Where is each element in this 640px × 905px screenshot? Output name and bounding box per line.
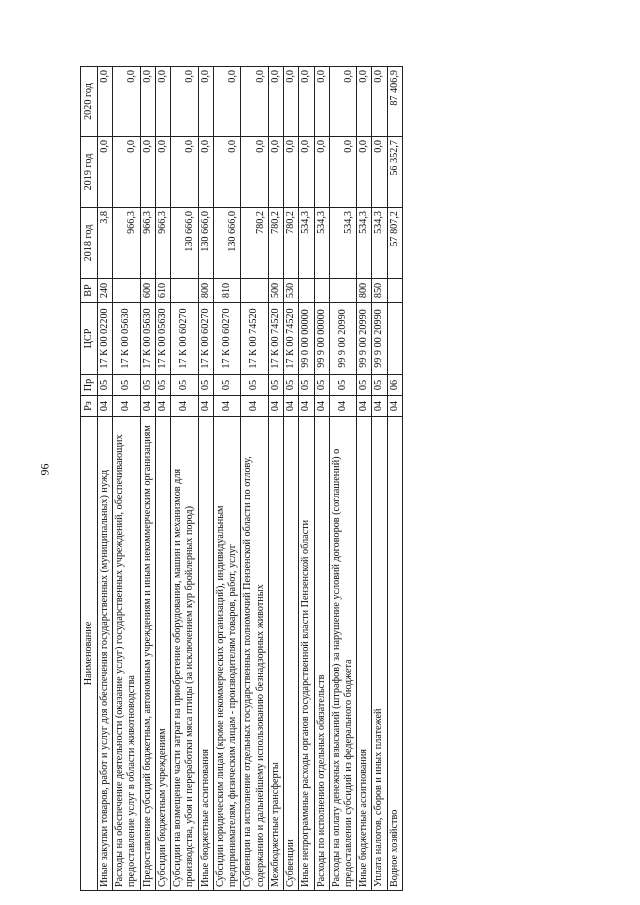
table-row — [284, 67, 299, 891]
row-2020: 0,0 — [155, 67, 170, 137]
table-row — [171, 67, 198, 891]
row-csr: 99 0 00 00000 — [299, 303, 314, 375]
row-vr: 600 — [140, 279, 155, 303]
row-pr: 05 — [140, 375, 155, 396]
table-container — [80, 67, 558, 891]
table-row — [387, 67, 402, 891]
row-2020: 0,0 — [171, 67, 198, 137]
row-csr: 99 9 00 00000 — [314, 303, 329, 375]
row-2019: 0,0 — [171, 137, 198, 208]
row-2019: 0,0 — [284, 137, 299, 208]
row-vr: 800 — [198, 279, 213, 303]
row-2018: 534,3 — [329, 208, 356, 279]
row-2019: 0,0 — [198, 137, 213, 208]
row-2020: 0,0 — [329, 67, 356, 137]
row-pr: 05 — [299, 375, 314, 396]
row-2019: 0,0 — [98, 137, 113, 208]
row-pr: 05 — [314, 375, 329, 396]
table-row — [113, 67, 140, 891]
row-2019: 56 352,7 — [387, 137, 402, 208]
row-pr: 05 — [98, 375, 113, 396]
row-vr: 610 — [155, 279, 170, 303]
row-csr: 17 К 00 74520 — [284, 303, 299, 375]
row-2018: 3,8 — [98, 208, 113, 279]
table-row — [155, 67, 170, 891]
row-pr: 05 — [241, 375, 268, 396]
row-2018: 57 807,2 — [387, 208, 402, 279]
budget-table — [80, 66, 403, 891]
row-rz: 04 — [113, 396, 140, 417]
row-2020: 0,0 — [268, 67, 283, 137]
row-2020: 0,0 — [198, 67, 213, 137]
row-vr — [241, 279, 268, 303]
rotated-table-wrapper — [80, 67, 558, 891]
row-rz: 04 — [171, 396, 198, 417]
row-csr: 99 9 00 20990 — [372, 303, 387, 375]
row-name: Субвенции — [284, 417, 299, 891]
table-row — [140, 67, 155, 891]
row-2020: 0,0 — [314, 67, 329, 137]
row-2020: 0,0 — [241, 67, 268, 137]
header-csr: ЦСР — [81, 303, 98, 375]
row-2019: 0,0 — [329, 137, 356, 208]
row-2018: 966,3 — [155, 208, 170, 279]
row-rz: 04 — [387, 396, 402, 417]
row-csr: 17 К 00 74520 — [268, 303, 283, 375]
row-2019: 0,0 — [268, 137, 283, 208]
row-pr: 05 — [268, 375, 283, 396]
table-row — [314, 67, 329, 891]
row-2020: 0,0 — [299, 67, 314, 137]
row-name: Субсидии бюджетным учреждениям — [155, 417, 170, 891]
row-vr — [299, 279, 314, 303]
row-2018: 534,3 — [357, 208, 372, 279]
header-2018: 2018 год — [81, 208, 98, 279]
table-row — [372, 67, 387, 891]
row-csr — [387, 303, 402, 375]
row-name: Водное хозяйство — [387, 417, 402, 891]
row-csr: 17 К 00 74520 — [241, 303, 268, 375]
row-rz: 04 — [213, 396, 240, 417]
row-2019: 0,0 — [299, 137, 314, 208]
row-pr: 05 — [155, 375, 170, 396]
table-row — [98, 67, 113, 891]
row-2020: 0,0 — [213, 67, 240, 137]
row-2019: 0,0 — [314, 137, 329, 208]
row-2020: 87 406,9 — [387, 67, 402, 137]
row-rz: 04 — [155, 396, 170, 417]
row-rz: 04 — [284, 396, 299, 417]
row-vr: 240 — [98, 279, 113, 303]
row-csr: 17 К 00 05630 — [155, 303, 170, 375]
row-2018: 130 666,0 — [171, 208, 198, 279]
row-vr — [387, 279, 402, 303]
row-rz: 04 — [198, 396, 213, 417]
table-row — [357, 67, 372, 891]
table-row — [241, 67, 268, 891]
row-csr: 17 К 00 05630 — [140, 303, 155, 375]
table-row — [268, 67, 283, 891]
row-name: Иные бюджетные ассигнования — [357, 417, 372, 891]
row-2019: 0,0 — [113, 137, 140, 208]
row-2018: 966,3 — [113, 208, 140, 279]
row-vr — [314, 279, 329, 303]
row-name: Расходы на обеспечение деятельности (оказание услуг) государственных учреждений, обеспечивающих предоставление услуг в области животноводства — [113, 417, 140, 891]
row-pr: 06 — [387, 375, 402, 396]
row-name: Субсидии юридическим лицам (кроме некоммерческих организаций), индивидуальным предпринимателям, физическим лицам - производителям товаров, работ, услуг — [213, 417, 240, 891]
table-row — [299, 67, 314, 891]
row-2020: 0,0 — [113, 67, 140, 137]
table-header-row — [81, 67, 98, 891]
row-pr: 05 — [113, 375, 140, 396]
row-pr: 05 — [372, 375, 387, 396]
row-rz: 04 — [299, 396, 314, 417]
row-2018: 780,2 — [268, 208, 283, 279]
row-2019: 0,0 — [372, 137, 387, 208]
table-row — [329, 67, 356, 891]
header-rz: Рз — [81, 396, 98, 417]
row-2018: 534,3 — [314, 208, 329, 279]
row-pr: 05 — [357, 375, 372, 396]
row-pr: 05 — [329, 375, 356, 396]
row-pr: 05 — [198, 375, 213, 396]
row-2018: 534,3 — [299, 208, 314, 279]
row-2019: 0,0 — [155, 137, 170, 208]
row-name: Межбюджетные трансферты — [268, 417, 283, 891]
row-rz: 04 — [357, 396, 372, 417]
row-csr: 99 9 00 20990 — [329, 303, 356, 375]
row-name: Уплата налогов, сборов и иных платежей — [372, 417, 387, 891]
row-name: Расходы по исполнению отдельных обязательств — [314, 417, 329, 891]
row-csr: 17 К 00 60270 — [198, 303, 213, 375]
row-name: Иные непрограммные расходы органов государственной власти Пензенской области — [299, 417, 314, 891]
row-2018: 130 666,0 — [198, 208, 213, 279]
row-vr: 850 — [372, 279, 387, 303]
row-name: Субвенции на исполнение отдельных государственных полномочий Пензенской области по отлову, содержанию и дальнейшему использованию безнадзорных животных — [241, 417, 268, 891]
row-pr: 05 — [213, 375, 240, 396]
row-2018: 780,2 — [241, 208, 268, 279]
row-name: Предоставление субсидий бюджетным, автономным учреждениям и иным некоммерческим организациям — [140, 417, 155, 891]
row-vr: 500 — [268, 279, 283, 303]
row-name: Субсидии на возмещение части затрат на приобретение оборудования, машин и механизмов для производства, убоя и переработки мяса птицы (за исключением кур бройлерных пород) — [171, 417, 198, 891]
row-csr: 17 К 00 02200 — [98, 303, 113, 375]
row-vr: 810 — [213, 279, 240, 303]
row-name: Иные бюджетные ассигнования — [198, 417, 213, 891]
header-pr: Пр — [81, 375, 98, 396]
row-rz: 04 — [268, 396, 283, 417]
row-2018: 966,3 — [140, 208, 155, 279]
row-csr: 17 К 00 60270 — [213, 303, 240, 375]
header-vr: ВР — [81, 279, 98, 303]
row-rz: 04 — [329, 396, 356, 417]
row-pr: 05 — [284, 375, 299, 396]
header-name: Наименование — [81, 417, 98, 891]
row-csr: 17 К 00 60270 — [171, 303, 198, 375]
row-vr — [113, 279, 140, 303]
row-2019: 0,0 — [241, 137, 268, 208]
row-rz: 04 — [372, 396, 387, 417]
row-2020: 0,0 — [372, 67, 387, 137]
row-name: Иные закупки товаров, работ и услуг для обеспечения государственных (муниципальных) нужд — [98, 417, 113, 891]
table-row — [198, 67, 213, 891]
row-2019: 0,0 — [213, 137, 240, 208]
row-rz: 04 — [241, 396, 268, 417]
row-2018: 780,2 — [284, 208, 299, 279]
row-rz: 04 — [314, 396, 329, 417]
row-rz: 04 — [98, 396, 113, 417]
row-pr: 05 — [171, 375, 198, 396]
table-row — [213, 67, 240, 891]
row-2019: 0,0 — [357, 137, 372, 208]
row-2019: 0,0 — [140, 137, 155, 208]
row-2020: 0,0 — [140, 67, 155, 137]
header-2019: 2019 год — [81, 137, 98, 208]
row-csr: 17 К 00 05630 — [113, 303, 140, 375]
row-rz: 04 — [140, 396, 155, 417]
row-2020: 0,0 — [357, 67, 372, 137]
row-csr: 99 9 00 20990 — [357, 303, 372, 375]
page-number: 96 — [37, 463, 52, 476]
row-2018: 130 666,0 — [213, 208, 240, 279]
row-vr — [171, 279, 198, 303]
row-2018: 534,3 — [372, 208, 387, 279]
row-2020: 0,0 — [284, 67, 299, 137]
row-vr — [329, 279, 356, 303]
row-vr: 800 — [357, 279, 372, 303]
header-2020: 2020 год — [81, 67, 98, 137]
row-name: Расходы на оплату денежных взысканий (штрафов) за нарушение условий договоров (соглашений) о предоставлении субсидий из федерального бюджета — [329, 417, 356, 891]
row-2020: 0,0 — [98, 67, 113, 137]
row-vr: 530 — [284, 279, 299, 303]
